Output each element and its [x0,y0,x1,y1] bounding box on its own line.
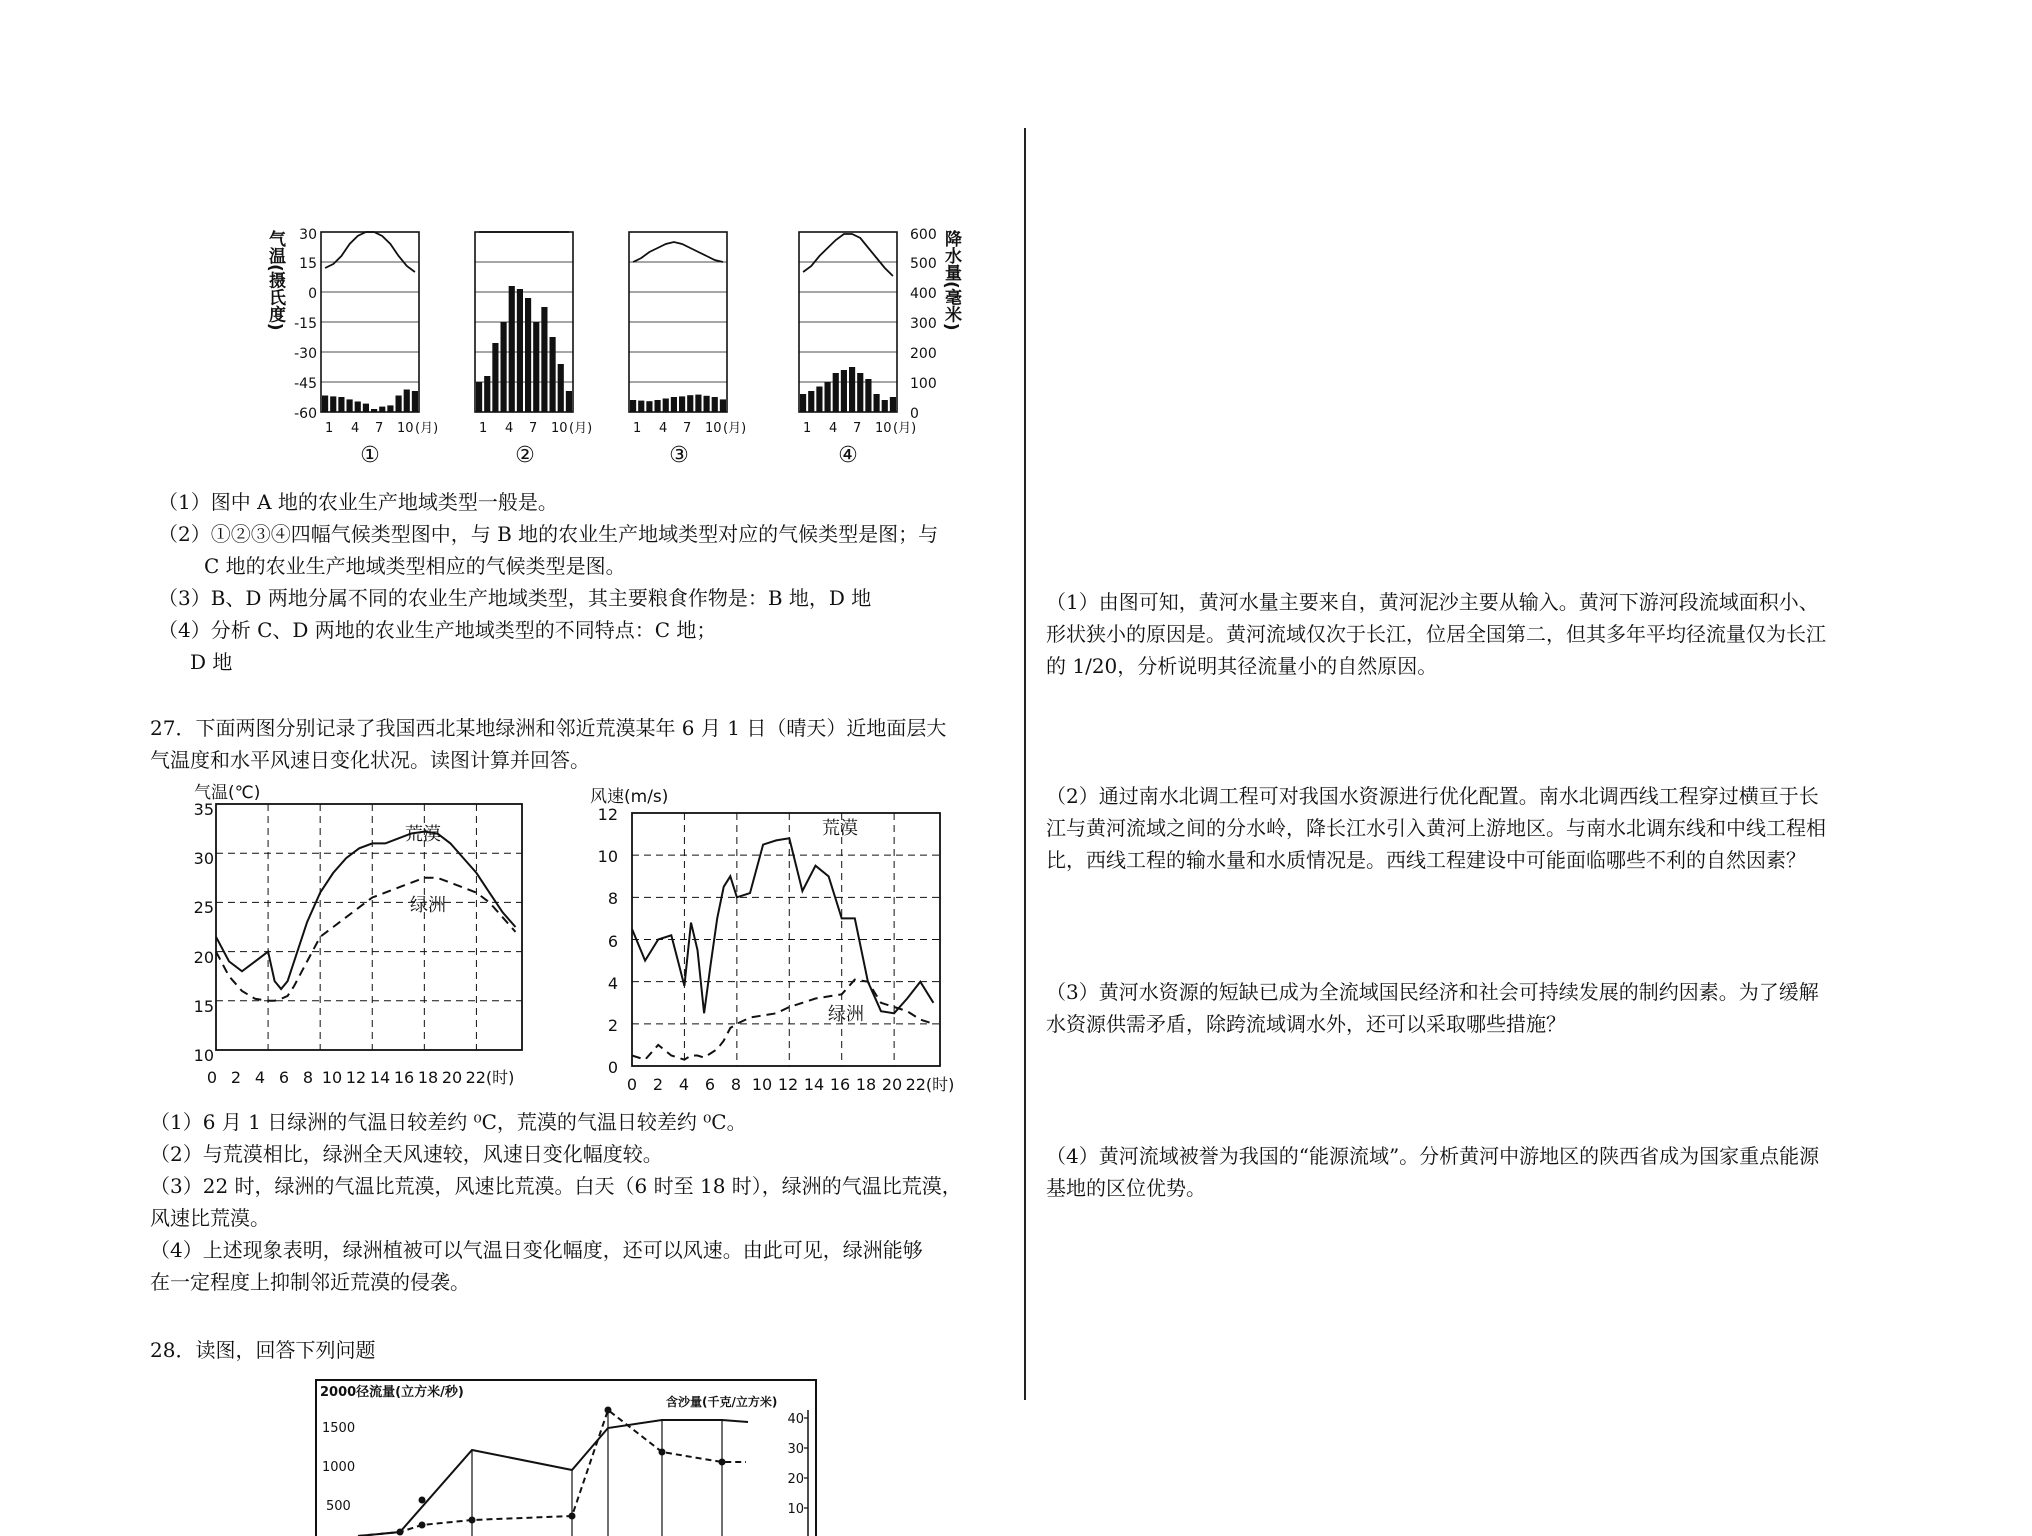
q28-item-2: （2）通过南水北调工程可对我国水资源进行优化配置。南水北调西线工程穿过横亘于长 [1046,784,1819,808]
svg-text:4: 4 [678,1075,690,1094]
q26-item-1: （1）图中 A 地的农业生产地域类型一般是。 [158,490,558,514]
rain-bar [695,395,701,412]
svg-text:0: 0 [206,1068,218,1087]
climate-y-right-label: 降水量(毫米) [941,230,961,331]
svg-text:4: 4 [505,421,514,436]
svg-text:600: 600 [910,227,937,243]
svg-text:7: 7 [853,421,862,436]
q26-item-2: （2）①②③④四幅气候类型图中，与 B 地的农业生产地域类型对应的气候类型是图；与 [158,522,939,546]
q28-item-1-line3: 的 1/20，分析说明其径流量小的自然原因。 [1046,654,1438,678]
temperature-curve [633,242,723,262]
rain-bar [355,402,361,413]
caption-4: ④ [838,443,858,468]
svg-text:2: 2 [652,1075,664,1094]
q28-item-3-line2: 水资源供需矛盾，除跨流域调水外，还可以采取哪些措施？ [1046,1012,1566,1036]
q26-item-3: （3）B、D 两地分属不同的农业生产地域类型，其主要粮食作物是：B 地，D 地 [158,586,872,610]
rain-bar [671,397,677,412]
caption-2: ② [515,443,535,468]
svg-text:40: 40 [787,1412,804,1427]
q28-left-axis-label: 2000径流量(立方米/秒) [320,1385,464,1400]
svg-text:35: 35 [193,800,214,819]
rain-bar [525,298,531,412]
svg-text:30: 30 [299,227,317,243]
rain-bar [704,396,710,412]
q27-item-3: （3）22 时，绿洲的气温比荒漠，风速比荒漠。白天（6 时至 18 时），绿洲的气温比荒漠， [150,1174,962,1198]
svg-text:8: 8 [730,1075,742,1094]
climate-x-ticks [325,421,916,436]
q26-item-4-cont: D 地 [190,650,233,674]
q26-item-4: （4）分析 C、D 两地的农业生产地域类型的不同特点：C 地； [158,618,717,642]
svg-text:0: 0 [910,406,919,422]
svg-text:4: 4 [351,421,360,436]
svg-text:(月): (月) [415,421,439,436]
q27-intro: 27．下面两图分别记录了我国西北某地绿洲和邻近荒漠某年 6 月 1 日（晴天）近地面层大 [150,716,947,740]
q28-right-ticks [787,1412,804,1517]
svg-text:2: 2 [230,1068,242,1087]
svg-text:8: 8 [607,889,618,908]
svg-text:14: 14 [803,1075,825,1094]
svg-text:1: 1 [803,421,812,436]
q28-left-ticks [322,1421,355,1514]
svg-text:10: 10 [705,421,722,436]
series-line-desert [632,838,933,1013]
svg-text:0: 0 [626,1075,638,1094]
rain-bar [338,397,344,412]
q27-item-4-cont: 在一定程度上抑制邻近荒漠的侵袭。 [150,1270,470,1294]
svg-text:300: 300 [910,316,937,332]
wind-y-label: 风速(m/s) [590,787,669,807]
q27-item-3-cont: 风速比荒漠。 [150,1206,270,1230]
wind-speed-chart [588,780,1008,1100]
rain-bar [720,399,726,412]
series-line-desert [216,832,516,989]
svg-text:16: 16 [829,1075,851,1094]
q28-item-1-line2: 形状狭小的原因是。黄河流域仅次于长江，位居全国第二，但其多年平均径流量仅为长江 [1046,622,1826,646]
svg-text:0: 0 [308,286,317,302]
svg-text:20: 20 [193,948,214,967]
rain-bar [347,399,353,412]
svg-text:14: 14 [369,1068,391,1087]
svg-text:1500: 1500 [322,1421,356,1436]
rain-bar [808,391,814,412]
rain-bar [501,322,507,412]
q28-right-axis-label: 含沙量(千克/立方米) [666,1395,778,1409]
temp-x-ticks [207,1068,515,1087]
q28-item-3: （3）黄河水资源的短缺已成为全流域国民经济和社会可持续发展的制约因素。为了缓解 [1046,980,1819,1004]
svg-text:4: 4 [829,421,838,436]
series-line-oasis [216,878,516,1001]
svg-text:25: 25 [193,898,214,917]
climate-panel-2 [475,232,573,412]
svg-text:10: 10 [321,1068,343,1087]
rain-bar [712,397,718,412]
q28-item-2-line2: 江与黄河流域之间的分水岭，降长江水引入黄河上游地区。与南水北调东线和中线工程相 [1046,816,1826,840]
svg-text:-15: -15 [294,316,317,332]
svg-text:4: 4 [607,974,618,993]
wind-oasis-label: 绿洲 [828,1004,864,1025]
temperature-curve [803,234,893,276]
climate-y-right-ticks [910,227,937,422]
wind-desert-label: 荒漠 [822,818,858,839]
temp-y-ticks [194,800,214,1065]
climate-captions [360,443,858,468]
rain-bar [865,379,871,412]
q28-intro: 28．读图，回答下列问题 [150,1338,376,1362]
svg-text:7: 7 [375,421,384,436]
svg-text:1000: 1000 [322,1460,356,1475]
svg-text:10: 10 [597,847,618,866]
svg-text:6: 6 [704,1075,716,1094]
climate-y-left-label: 气温(摄氏度) [265,230,285,331]
svg-text:30: 30 [193,849,214,868]
svg-text:15: 15 [299,256,317,272]
rain-bar [638,401,644,412]
rain-bar [679,396,685,412]
svg-text:22(时): 22(时) [465,1068,515,1087]
svg-text:500: 500 [326,1499,351,1514]
rain-bar [825,382,831,412]
rain-bar [550,337,556,412]
svg-text:1: 1 [633,421,642,436]
temp-y-label: 气温(℃) [194,783,261,803]
svg-text:10: 10 [875,421,892,436]
q27-intro-cont: 气温度和水平风速日变化状况。读图计算并回答。 [150,748,590,772]
svg-text:12: 12 [597,805,618,824]
q28-item-2-line3: 比，西线工程的输水量和水质情况是。西线工程建设中可能面临哪些不利的自然因素？ [1046,848,1806,872]
svg-text:30: 30 [787,1442,804,1457]
svg-text:18: 18 [417,1068,439,1087]
climate-type-charts [255,222,995,472]
rain-bar [492,343,498,412]
svg-text:15: 15 [193,997,214,1016]
yellow-river-runoff-chart [310,1370,830,1536]
q27-item-4: （4）上述现象表明，绿洲植被可以气温日变化幅度，还可以风速。由此可见，绿洲能够 [150,1238,923,1262]
rain-bar [816,387,822,413]
rain-bar [833,373,839,412]
svg-text:500: 500 [910,256,937,272]
svg-text:-60: -60 [294,406,317,422]
svg-text:-45: -45 [294,376,317,392]
svg-text:1: 1 [325,421,334,436]
caption-3: ③ [669,443,689,468]
rain-bar [404,390,410,413]
rain-bar [387,405,393,412]
rain-bar [330,396,336,412]
svg-text:200: 200 [910,346,937,362]
svg-text:10: 10 [787,1502,804,1517]
rain-bar [630,400,636,412]
q26-item-2-cont: C 地的农业生产地域类型相应的气候类型是图。 [204,554,626,578]
rain-bar [509,286,515,412]
q28-sediment-line [358,1410,746,1536]
rain-bar [663,399,669,413]
rain-bar [566,391,572,412]
svg-text:12: 12 [345,1068,367,1087]
climate-y-left-ticks [294,227,317,422]
temp-oasis-label: 绿洲 [410,895,446,916]
rain-bar [800,394,806,412]
rain-bar [890,397,896,412]
q27-item-2: （2）与荒漠相比，绿洲全天风速较，风速日变化幅度较。 [150,1142,663,1166]
svg-text:10: 10 [397,421,414,436]
svg-text:(月): (月) [723,421,747,436]
rain-bar [396,396,402,413]
svg-text:7: 7 [529,421,538,436]
rain-bar [849,367,855,412]
rain-bar [322,396,328,413]
q27-item-1: （1）6 月 1 日绿洲的气温日较差约 ⁰C，荒漠的气温日较差约 ⁰C。 [150,1110,747,1134]
svg-text:20: 20 [787,1472,804,1487]
q28-runoff-line [358,1420,748,1536]
rain-bar [484,376,490,412]
svg-text:6: 6 [607,932,618,951]
svg-text:8: 8 [302,1068,314,1087]
q28-item-1: （1）由图可知，黄河水量主要来自，黄河泥沙主要从输入。黄河下游河段流域面积小、 [1046,590,1819,614]
svg-text:(月): (月) [893,421,917,436]
q28-item-4-line2: 基地的区位优势。 [1046,1176,1206,1200]
column-divider [1024,128,1026,1400]
rain-bar [379,407,385,412]
rain-bar [541,307,547,412]
svg-text:10: 10 [193,1046,214,1065]
rain-bar [371,409,377,412]
rain-bar [874,394,880,412]
temperature-curve [325,232,415,272]
rain-bar [476,382,482,412]
svg-text:4: 4 [659,421,668,436]
rain-bar [517,289,523,412]
rain-bar [533,322,539,412]
svg-text:7: 7 [683,421,692,436]
q28-item-4: （4）黄河流域被誉为我国的“能源流域”。分析黄河中游地区的陕西省成为国家重点能源 [1046,1144,1820,1168]
svg-text:18: 18 [855,1075,877,1094]
svg-text:10: 10 [751,1075,773,1094]
rain-bar [363,404,369,412]
svg-text:20: 20 [441,1068,463,1087]
svg-text:400: 400 [910,286,937,302]
svg-text:100: 100 [910,376,937,392]
rain-bar [882,400,888,412]
svg-text:12: 12 [777,1075,799,1094]
svg-text:2: 2 [607,1016,618,1035]
rain-bar [558,364,564,412]
wind-y-ticks [598,805,618,1077]
svg-text:4: 4 [254,1068,266,1087]
rain-bar [857,373,863,412]
svg-text:16: 16 [393,1068,415,1087]
climate-panel-1 [321,232,419,412]
svg-text:22(时): 22(时) [905,1075,955,1094]
svg-text:10: 10 [551,421,568,436]
rain-bar [655,400,661,412]
temperature-chart [180,780,580,1100]
rain-bar [646,401,652,412]
svg-text:0: 0 [607,1058,618,1077]
svg-text:20: 20 [881,1075,903,1094]
svg-text:6: 6 [278,1068,290,1087]
caption-1: ① [360,443,380,468]
svg-text:1: 1 [479,421,488,436]
svg-text:-30: -30 [294,346,317,362]
rain-bar [841,370,847,412]
climate-panel-3 [629,232,727,412]
climate-panel-4 [799,232,897,412]
rain-bar [687,395,693,412]
svg-text:(月): (月) [569,421,593,436]
series-line-oasis [632,980,933,1060]
wind-x-ticks [627,1075,955,1094]
rain-bar [412,391,418,412]
temp-desert-label: 荒漠 [405,824,441,845]
